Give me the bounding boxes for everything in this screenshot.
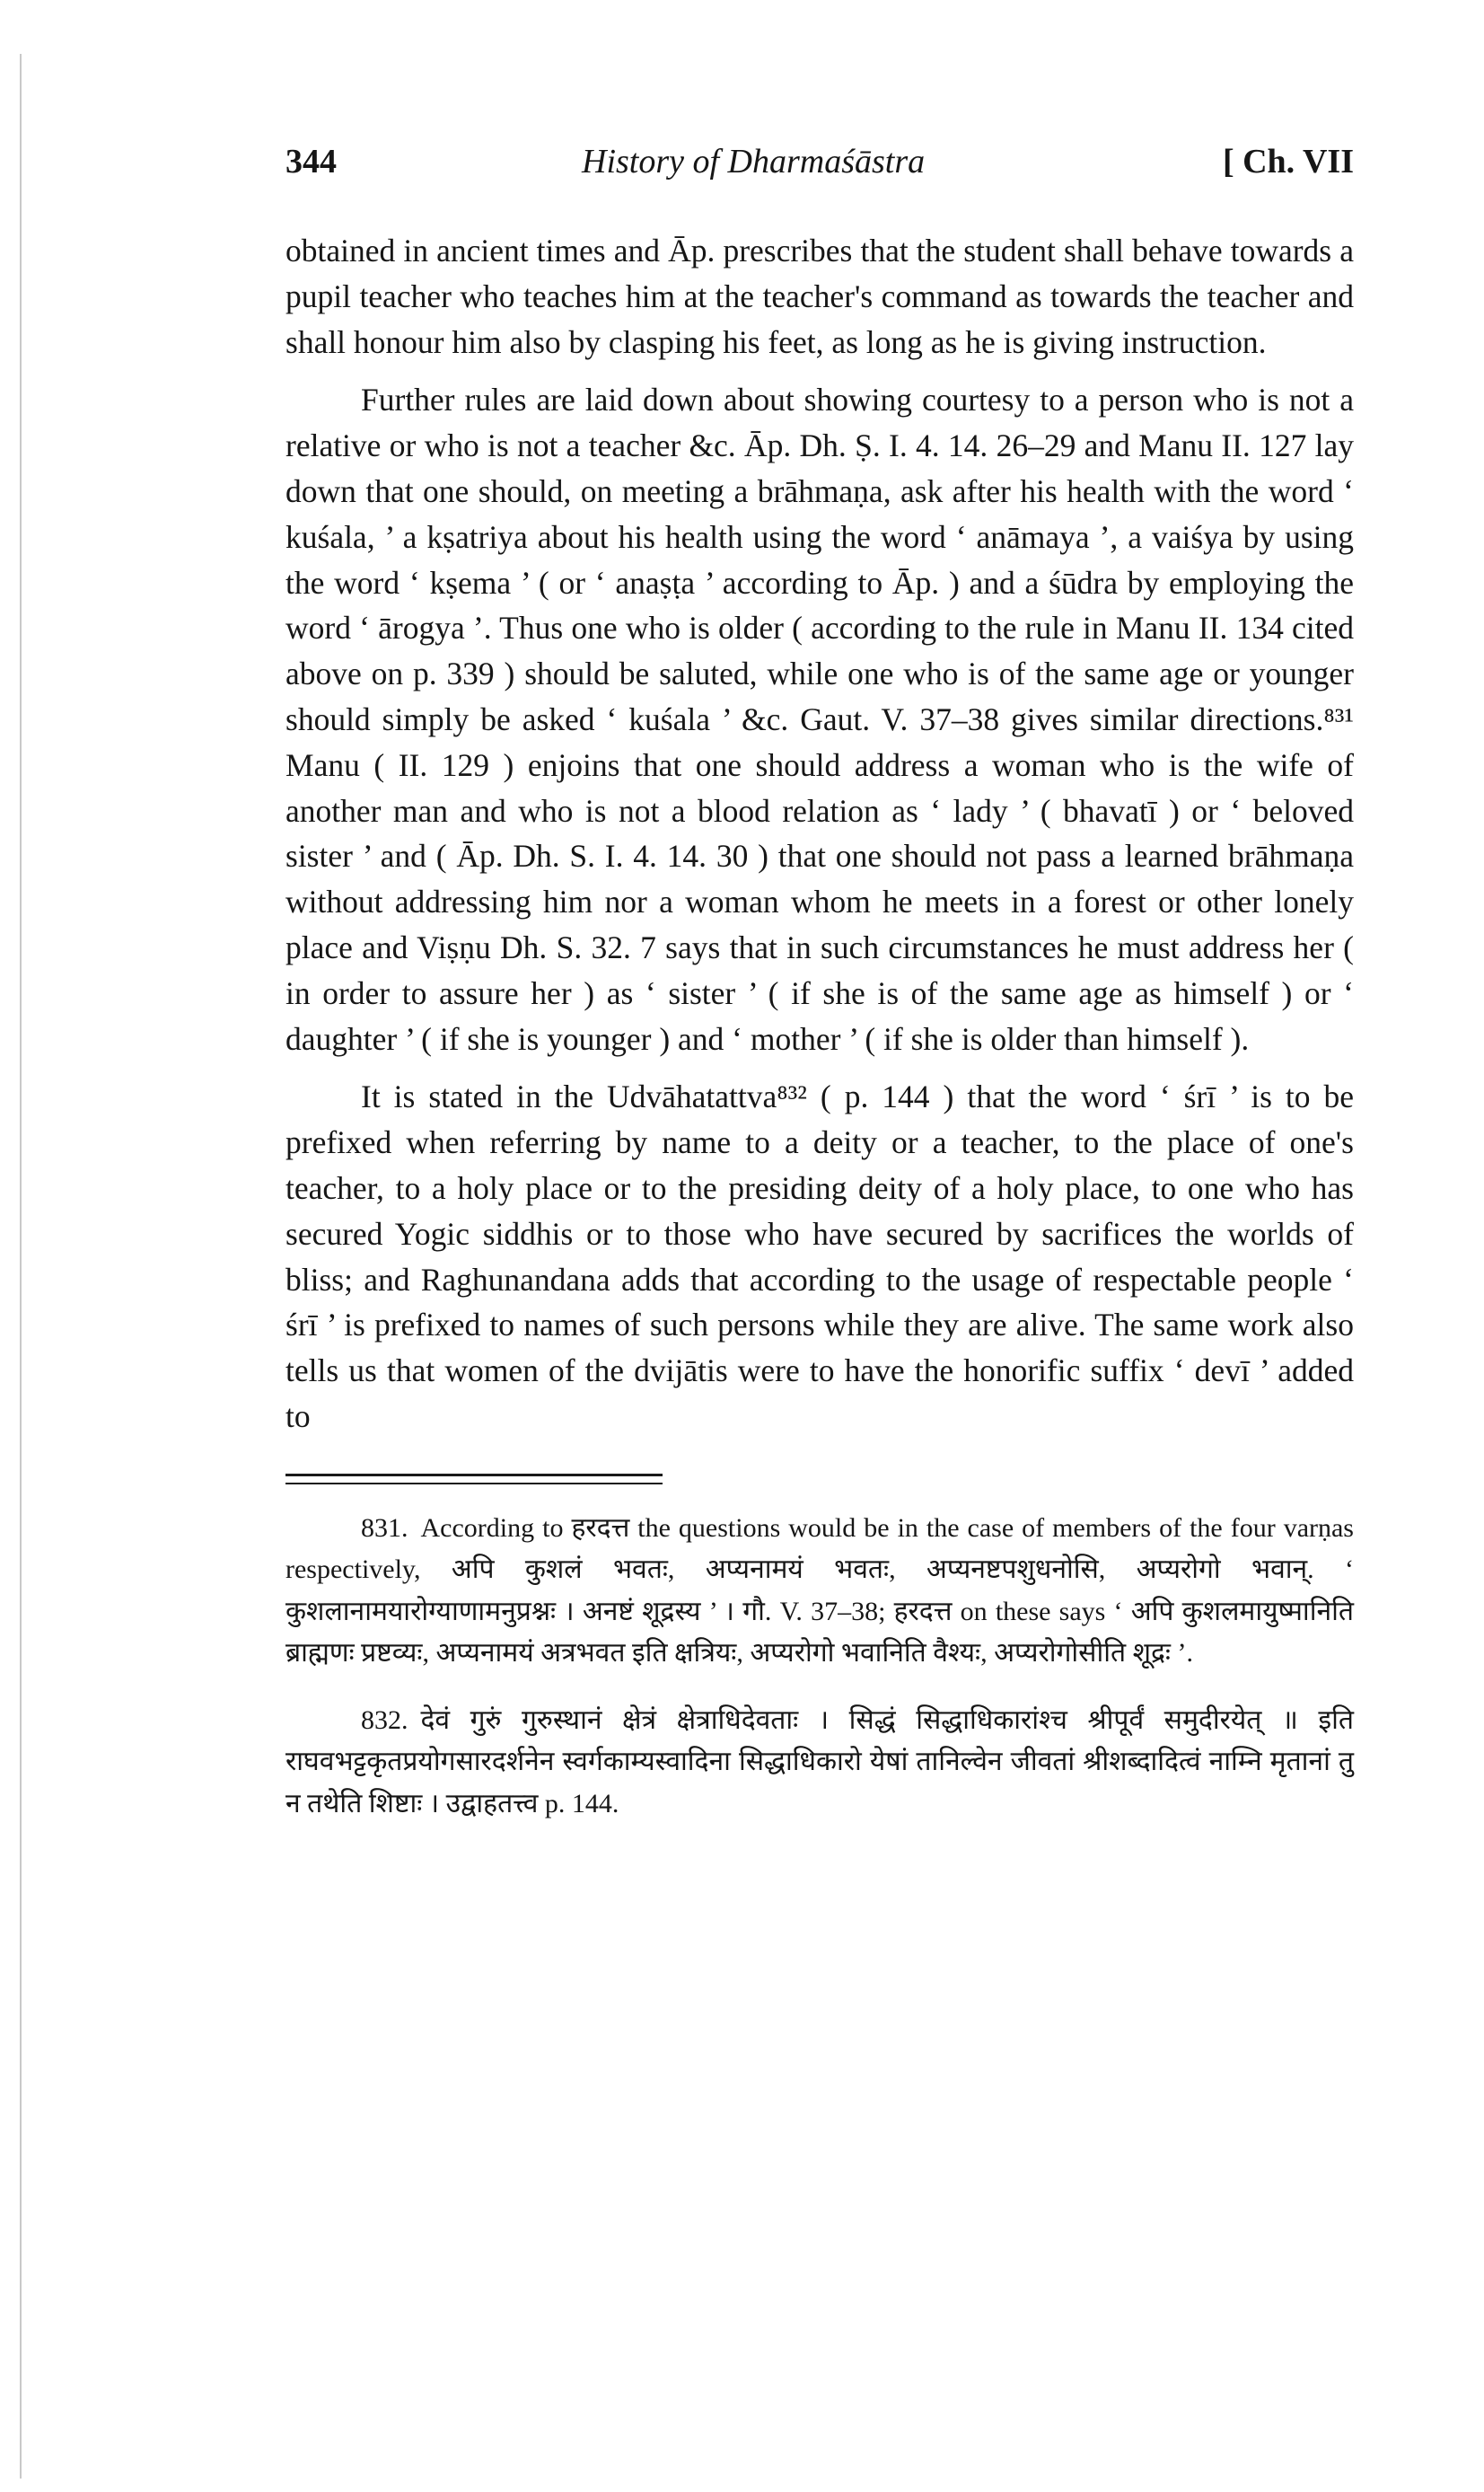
running-head — [285, 135, 1354, 192]
footnote-text: देवं गुरुं गुरुस्थानं क्षेत्रं क्षेत्राधिदेवताः । सिद्धं सिद्धाधिकारांश्च श्रीपूर्वं समुदीरयेत् ॥ इति राघवभट्टकृतप्रयोगसारदर्शनेन स्वर्गकाम्यस्वादिना सिद्धाधिकारो येषां तानिल्वेन जीवतां श्रीशब्दादित्वं नाम्नि मृतानां तु न तथेति शिष्टाः । उद्वाहतत्त्व p. 144. — [285, 1704, 1354, 1818]
book-page — [285, 135, 1354, 1825]
page-number: 344 — [285, 143, 337, 181]
footnote-text: According to हरदत्त the questions would be in the case of members of the four varṇas respectively, अपि कुशलं भवतः, अप्यनामयं भवतः, अप्यनष्टपशुधनोसि, अप्यरोगो भवान्. ‘ कुशलानामयारोग्याणामनुप्रश्नः । अनष्टं शूद्रस्य ’ । गौ. V. 37–38; हरदत्त on these says ‘ अपि कुशलमायुष्मानिति ब्राह्मणः प्रष्टव्यः, अप्यनामयं अत्रभवत इति क्षत्रियः, अप्यरोगो भवानिति वैश्यः, अप्यरोगोसीति शूद्रः ’. — [285, 1512, 1354, 1669]
page-binding-edge — [20, 54, 22, 2479]
footnote-divider — [285, 1474, 663, 1484]
footnote-832 — [285, 1700, 1354, 1826]
chapter-label: [ Ch. VII — [1222, 143, 1354, 181]
paragraph-sri-prefix: It is stated in the Udvāhatattva⁸³² ( p. 144 ) that the word ‘ śrī ’ is to be prefixed when referring by name to a deity or a teacher, to the place of one's teacher, to a holy place or to the presiding deity of a holy place, to one who has secured Yogic siddhis or to those who have secured by sacrifices the worlds of bliss; and Raghunandana adds that according to the usage of respectable people ‘ śrī ’ is prefixed to names of such persons while they are alive. The same work also tells us that women of the dvijātis were to have the honorific suffix ‘ devī ’ added to — [285, 1079, 1354, 1434]
paragraph-continued: obtained in ancient times and Āp. prescribes that the student shall behave towards a pupil teacher who teaches him at the teacher's command as towards the teacher and shall honour him also by clasping his feet, as long as he is giving instruction. — [285, 233, 1354, 360]
body-text — [285, 228, 1354, 1440]
footnote-831 — [285, 1508, 1354, 1675]
footnotes — [285, 1508, 1354, 1826]
running-title: History of Dharmaśāstra — [582, 143, 926, 181]
footnote-number: 831. — [361, 1512, 408, 1543]
paragraph-courtesy-rules: Further rules are laid down about showing courtesy to a person who is not a relative or who is not a teacher &c. Āp. Dh. Ṣ. I. 4. 14. 26–29 and Manu II. 127 lay down that one should, on meeting a brāhmaṇa, ask after his health with the word ‘ kuśala, ’ a kṣatriya about his health using the word ‘ anāmaya ’, a vaiśya by using the word ‘ kṣema ’ ( or ‘ anaṣṭa ’ according to Āp. ) and a śūdra by employing the word ‘ ārogya ’. Thus one who is older ( according to the rule in Manu II. 134 cited above on p. 339 ) should be saluted, while one who is of the same age or younger should simply be asked ‘ kuśala ’ &c. Gaut. V. 37–38 gives similar directions.⁸³¹ Manu ( II. 129 ) enjoins that one should address a woman who is the wife of another man and who is not a blood relation as ‘ lady ’ ( bhavatī ) or ‘ beloved sister ’ and ( Āp. Dh. S. I. 4. 14. 30 ) that one should not pass a learned brāhmaṇa without addressing him nor a woman whom he meets in a forest or other lonely place and Viṣṇu Dh. S. 32. 7 says that in such circumstances he must address her ( in order to assure her ) as ‘ sister ’ ( if she is of the same age as himself ) or ‘ daughter ’ ( if she is younger ) and ‘ mother ’ ( if she is older than himself ). — [285, 382, 1354, 1057]
footnote-number: 832. — [361, 1704, 408, 1735]
